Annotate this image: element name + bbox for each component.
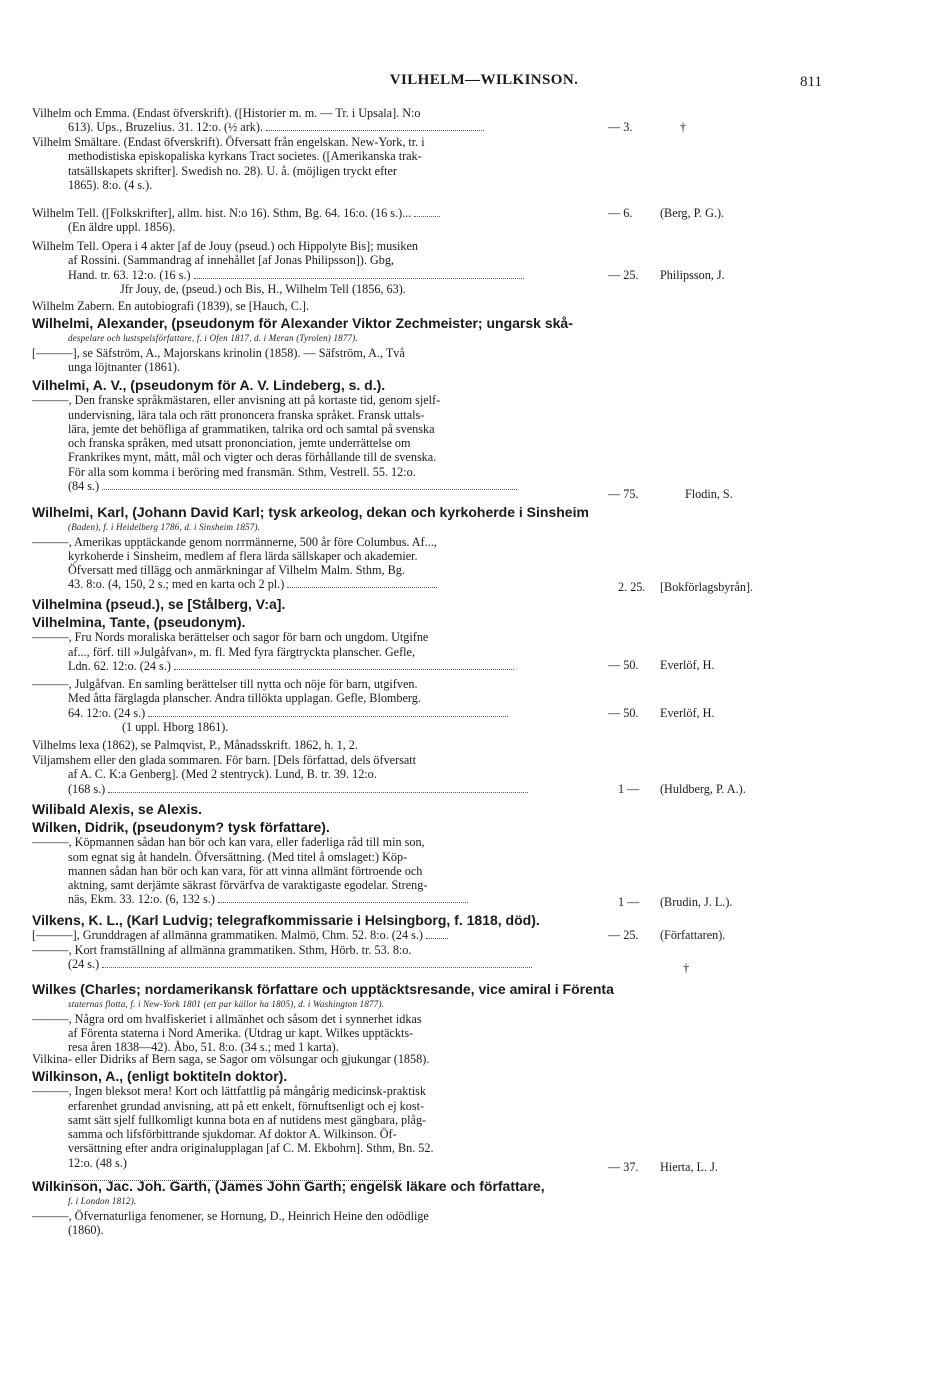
entry-note: f. i London 1812). [68,1196,137,1207]
dagger-mark: † [680,120,687,134]
entry-publisher: Philipsson, J. [660,268,725,282]
catalog-entry [32,1052,607,1066]
entry-line: ———, Några ord om hvalfiskeriet i allmänhet och såsom det i synnerhet idkas [32,1011,422,1026]
entry-price: — 75. [608,487,639,501]
entry-line: Wilkes (Charles; nordamerikansk författare och upptäcktsresande, vice amiral i Förenta [32,981,614,997]
entry-price: — 50. [608,658,639,672]
entry-line: (En äldre uppl. 1856). [68,220,176,235]
entry-price: — 25. [608,928,639,942]
entry-line: versättning efter andra originalupplagan [af C. M. Ekbohrn]. Sthm, Bn. 52. [68,1141,434,1156]
entry-line: Viljamshem eller den glada sommaren. För barn. [Dels författad, dels öfversatt [32,753,417,767]
catalog-entry [32,753,607,796]
entry-line: Vilkina- eller Didriks af Bern saga, se Sagor om völsungar och gjukungar (1858). [32,1052,430,1066]
entry-line: Wilhelm Tell. Opera i 4 akter [af de Jouy (pseud.) och Hippolyte Bis]; musiken [32,239,418,253]
entry-line: af Förenta staterna i Nord Amerika. (Utdrag ur kapt. Wilkes upptäckts- [68,1025,414,1040]
entry-line: af A. C. K:a Genberg]. (Med 2 stentryck). Lund, B. tr. 39. 12:o. [68,767,377,782]
catalog-entry [32,239,607,296]
entry-line: Wilkinson, Jac. Joh. Garth, (James John Garth; engelsk läkare och författare, [32,1178,545,1194]
entry-line: tatsällskapets skrifter]. Swedish no. 28). U. å. (möjligen tryckt efter [68,163,397,178]
entry-line: Vilhelm Smältare. (Endast öfverskrift). Öfversatt från engelskan. New-York, tr. i [32,135,425,149]
entry-line: (24 s.) [32,957,607,971]
entry-line: Med åtta färglagda planscher. Andra tillökta upplagan. Gefle, Blomberg. [68,691,421,706]
entry-line: (84 s.) [32,479,607,493]
entry-line: och franska språken, med utsatt prononciation, jemte underrättelse om [68,436,411,451]
entry-line: Vilkens, K. L., (Karl Ludvig; telegrafkommissarie i Helsingborg, f. 1818, död). [32,912,540,928]
entry-line: För alla som komma i beröring med fransmän. Sthm, Vestrell. 55. 12:o. [68,464,416,479]
catalog-entry [32,206,607,235]
entry-line: kyrkoherde i Sinsheim, medlem af flera lärda sällskaper och akademier. [68,548,418,563]
entry-line: 43. 8:o. (4, 150, 2 s.; med en karta och 2 pl.) [32,577,607,591]
entry-note: staternas flotta, f. i New-York 1801 (ett par källor ha 1805), d. i Washington 1877). [68,999,385,1010]
entry-line: [———], Grunddragen af allmänna grammatiken. Malmö, Chm. 52. 8:o. (24 s.) [32,928,607,942]
entry-line: Wilhelmi, Alexander, (pseudonym för Alexander Viktor Zechmeister; ungarsk skå- [32,315,573,331]
entry-line: undervisning, lära tala och rätt prononcera franska språket. Fransk uttals- [68,407,425,422]
entry-price: 1 — [618,782,640,796]
entry-line: Vilhelmi, A. V., (pseudonym för A. V. Lindeberg, s. d.). [32,377,386,393]
entry-line: (1860). [68,1222,104,1237]
entry-line: erfarenhet grundad anvisning, att på ett enkelt, förnuftsenligt och ej kost- [68,1098,425,1113]
entry-line: Ldn. 62. 12:o. (24 s.) [32,659,607,673]
catalog-entry [32,913,607,971]
catalog-entry [32,135,607,192]
entry-line: af..., förf. till »Julgåfvan», m. fl. Med fyra färgtryckta planscher. Gefle, [68,644,415,659]
entry-publisher: Everlöf, H. [660,658,715,672]
entry-line: ———, Den franske språkmästaren, eller anvisning att på kortaste tid, genom sjelf- [32,393,441,408]
page-number: 811 [800,74,822,90]
catalog-entry [32,802,607,817]
entry-line: ———, Öfvernaturliga fenomener, se Hornung, D., Heinrich Heine den odödlige [32,1208,429,1223]
entry-line: (1 uppl. Hborg 1861). [122,719,229,734]
entry-publisher: Everlöf, H. [660,706,715,720]
entry-line: 1865). 8:o. (4 s.). [68,177,153,192]
catalog-entry [32,981,614,1055]
entry-line: Vilhelmina, Tante, (pseudonym). [32,614,246,630]
entry-line: Vilhelms lexa (1862), se Palmqvist, P., Månadsskrift. 1862, h. 1, 2. [32,738,358,752]
catalog-entry [32,299,607,313]
entry-publisher: (Författaren). [660,928,726,942]
entry-line: Jfr Jouy, de, (pseud.) och Bis, H., Wilhelm Tell (1856, 63). [120,281,406,296]
entry-line: Frankrikes mynt, mått, mål och vigter och deras förhållande till de svenska. [68,450,437,465]
entry-note: (Baden), f. i Heidelberg 1786, d. i Sinsheim 1857). [68,522,261,533]
entry-price: — 3. [608,120,633,134]
entry-line: aktning, samt derjämte säkrast förvärfva de varaktigaste egodelar. Streng- [68,878,428,893]
catalog-entry [32,820,607,907]
catalog-entry [32,1179,607,1237]
entry-line: lära, jemte det behöfliga af grammatiken, talrika ord och samtal på svenska [68,421,435,436]
entry-note: despelare och lustspelsförfattare, f. i Ofen 1817, d. i Meran (Tyrolen) 1877). [68,333,358,344]
entry-line: ———, Köpmannen sådan han bör och kan vara, eller faderliga råd till min son, [32,835,425,850]
catalog-entry [32,316,607,374]
entry-line: Wilhelm Zabern. En autobiografi (1839), se [Hauch, C.]. [32,299,310,313]
entry-price: — 50. [608,706,639,720]
entry-price: — 6. [608,206,633,220]
entry-publisher: Hierta, L. J. [660,1160,718,1174]
entry-line: Hand. tr. 63. 12:o. (16 s.) [32,268,607,282]
entry-price: 1 — [618,895,640,909]
entry-publisher: (Huldberg, P. A.). [660,782,746,796]
entry-line: ———, Fru Nords moraliska berättelser och sagor för barn och ungdom. Utgifne [32,630,429,645]
catalog-entry [32,615,607,673]
entry-line: Wilhelm Tell. ([Folkskrifter], allm. hist. N:o 16). Sthm, Bg. 64. 16:o. (16 s.)... [32,206,607,220]
entry-line: 64. 12:o. (24 s.) [32,706,607,720]
entry-line: [———], se Säfström, A., Majorskans krinolin (1858). — Säfström, A., Två [32,345,405,360]
catalog-entry [32,738,607,752]
entry-publisher: Flodin, S. [685,487,733,501]
dagger-mark: † [683,961,690,975]
entry-line: Vilhelm och Emma. (Endast öfverskrift). ([Historier m. m. — Tr. i Upsala]. N:o [32,106,421,120]
entry-line: Vilhelmina (pseud.), se [Stålberg, V:a]. [32,596,286,612]
entry-line: ———, Kort framställning af allmänna grammatiken. Sthm, Hörb. tr. 53. 8:o. [32,942,412,957]
entry-publisher: [Bokförlagsbyrån]. [660,580,754,594]
entry-line: (168 s.) [32,782,607,796]
entry-line: resa åren 1838—42). Åbo, 51. 8:o. (34 s.; med 1 karta). [68,1040,339,1055]
entry-price: 2. 25. [618,580,646,594]
catalog-entry [32,677,607,734]
entry-line: Öfversatt med tillägg och anmärkningar af Vilhelm Malm. Sthm, Bg. [68,563,405,578]
entry-price: — 37. [608,1160,639,1174]
entry-line: ———, Julgåfvan. En samling berättelser till nytta och nöje för barn, utgifven. [32,677,418,691]
catalog-entry [32,106,607,135]
entry-price: — 25. [608,268,639,282]
entry-line: näs, Ekm. 33. 12:o. (6, 132 s.) [32,892,607,906]
entry-line: 12:o. (48 s.) [68,1155,127,1170]
catalog-entry [32,597,607,612]
entry-line: 613). Ups., Bruzelius. 31. 12:o. (½ ark). [32,120,607,134]
catalog-entry [32,378,607,493]
entry-line: mannen sådan han bör och kan vara, för att vinna allmänt förtroende och [68,863,423,878]
entry-publisher: (Berg, P. G.). [660,206,725,220]
catalog-entry [32,505,607,592]
entry-line: Wilken, Didrik, (pseudonym? tysk författare). [32,819,330,835]
page-title: VILHELM—WILKINSON. [389,72,579,88]
entry-line: methodistiska episkopaliska kyrkans Tract societes. ([Amerikanska trak- [68,149,422,164]
entry-line: af Rossini. (Sammandrag af innehållet [af Jonas Philipsson]). Gbg, [68,253,394,268]
entry-line: samma och lifsförbittrande sjukdomar. Af doktor A. Wilkinson. Öf- [68,1127,397,1142]
entry-line: ———, Amerikas upptäckande genom norrmännerne, 500 år före Columbus. Af..., [32,534,437,549]
entry-publisher: (Brudin, J. L.). [660,895,733,909]
catalog-entry [32,1069,607,1184]
entry-line: Wilkinson, A., (enligt boktiteln doktor). [32,1068,288,1084]
entry-line: samt sätt sjelf fullkomligt kunna bota en af nutidens mest gängbara, plåg- [68,1112,427,1127]
entry-line: som egnat sig åt handeln. Öfversättning. (Med titel å omslaget:) Köp- [68,849,408,864]
entry-line: Wilhelmi, Karl, (Johann David Karl; tysk arkeolog, dekan och kyrkoherde i Sinsheim [32,504,589,520]
entry-line: unga löjtnanter (1861). [68,359,181,374]
entry-line: Wilibald Alexis, se Alexis. [32,801,203,817]
entry-line: ———, Ingen bleksot mera! Kort och lättfattlig på mångårig medicinsk-praktisk [32,1084,426,1099]
